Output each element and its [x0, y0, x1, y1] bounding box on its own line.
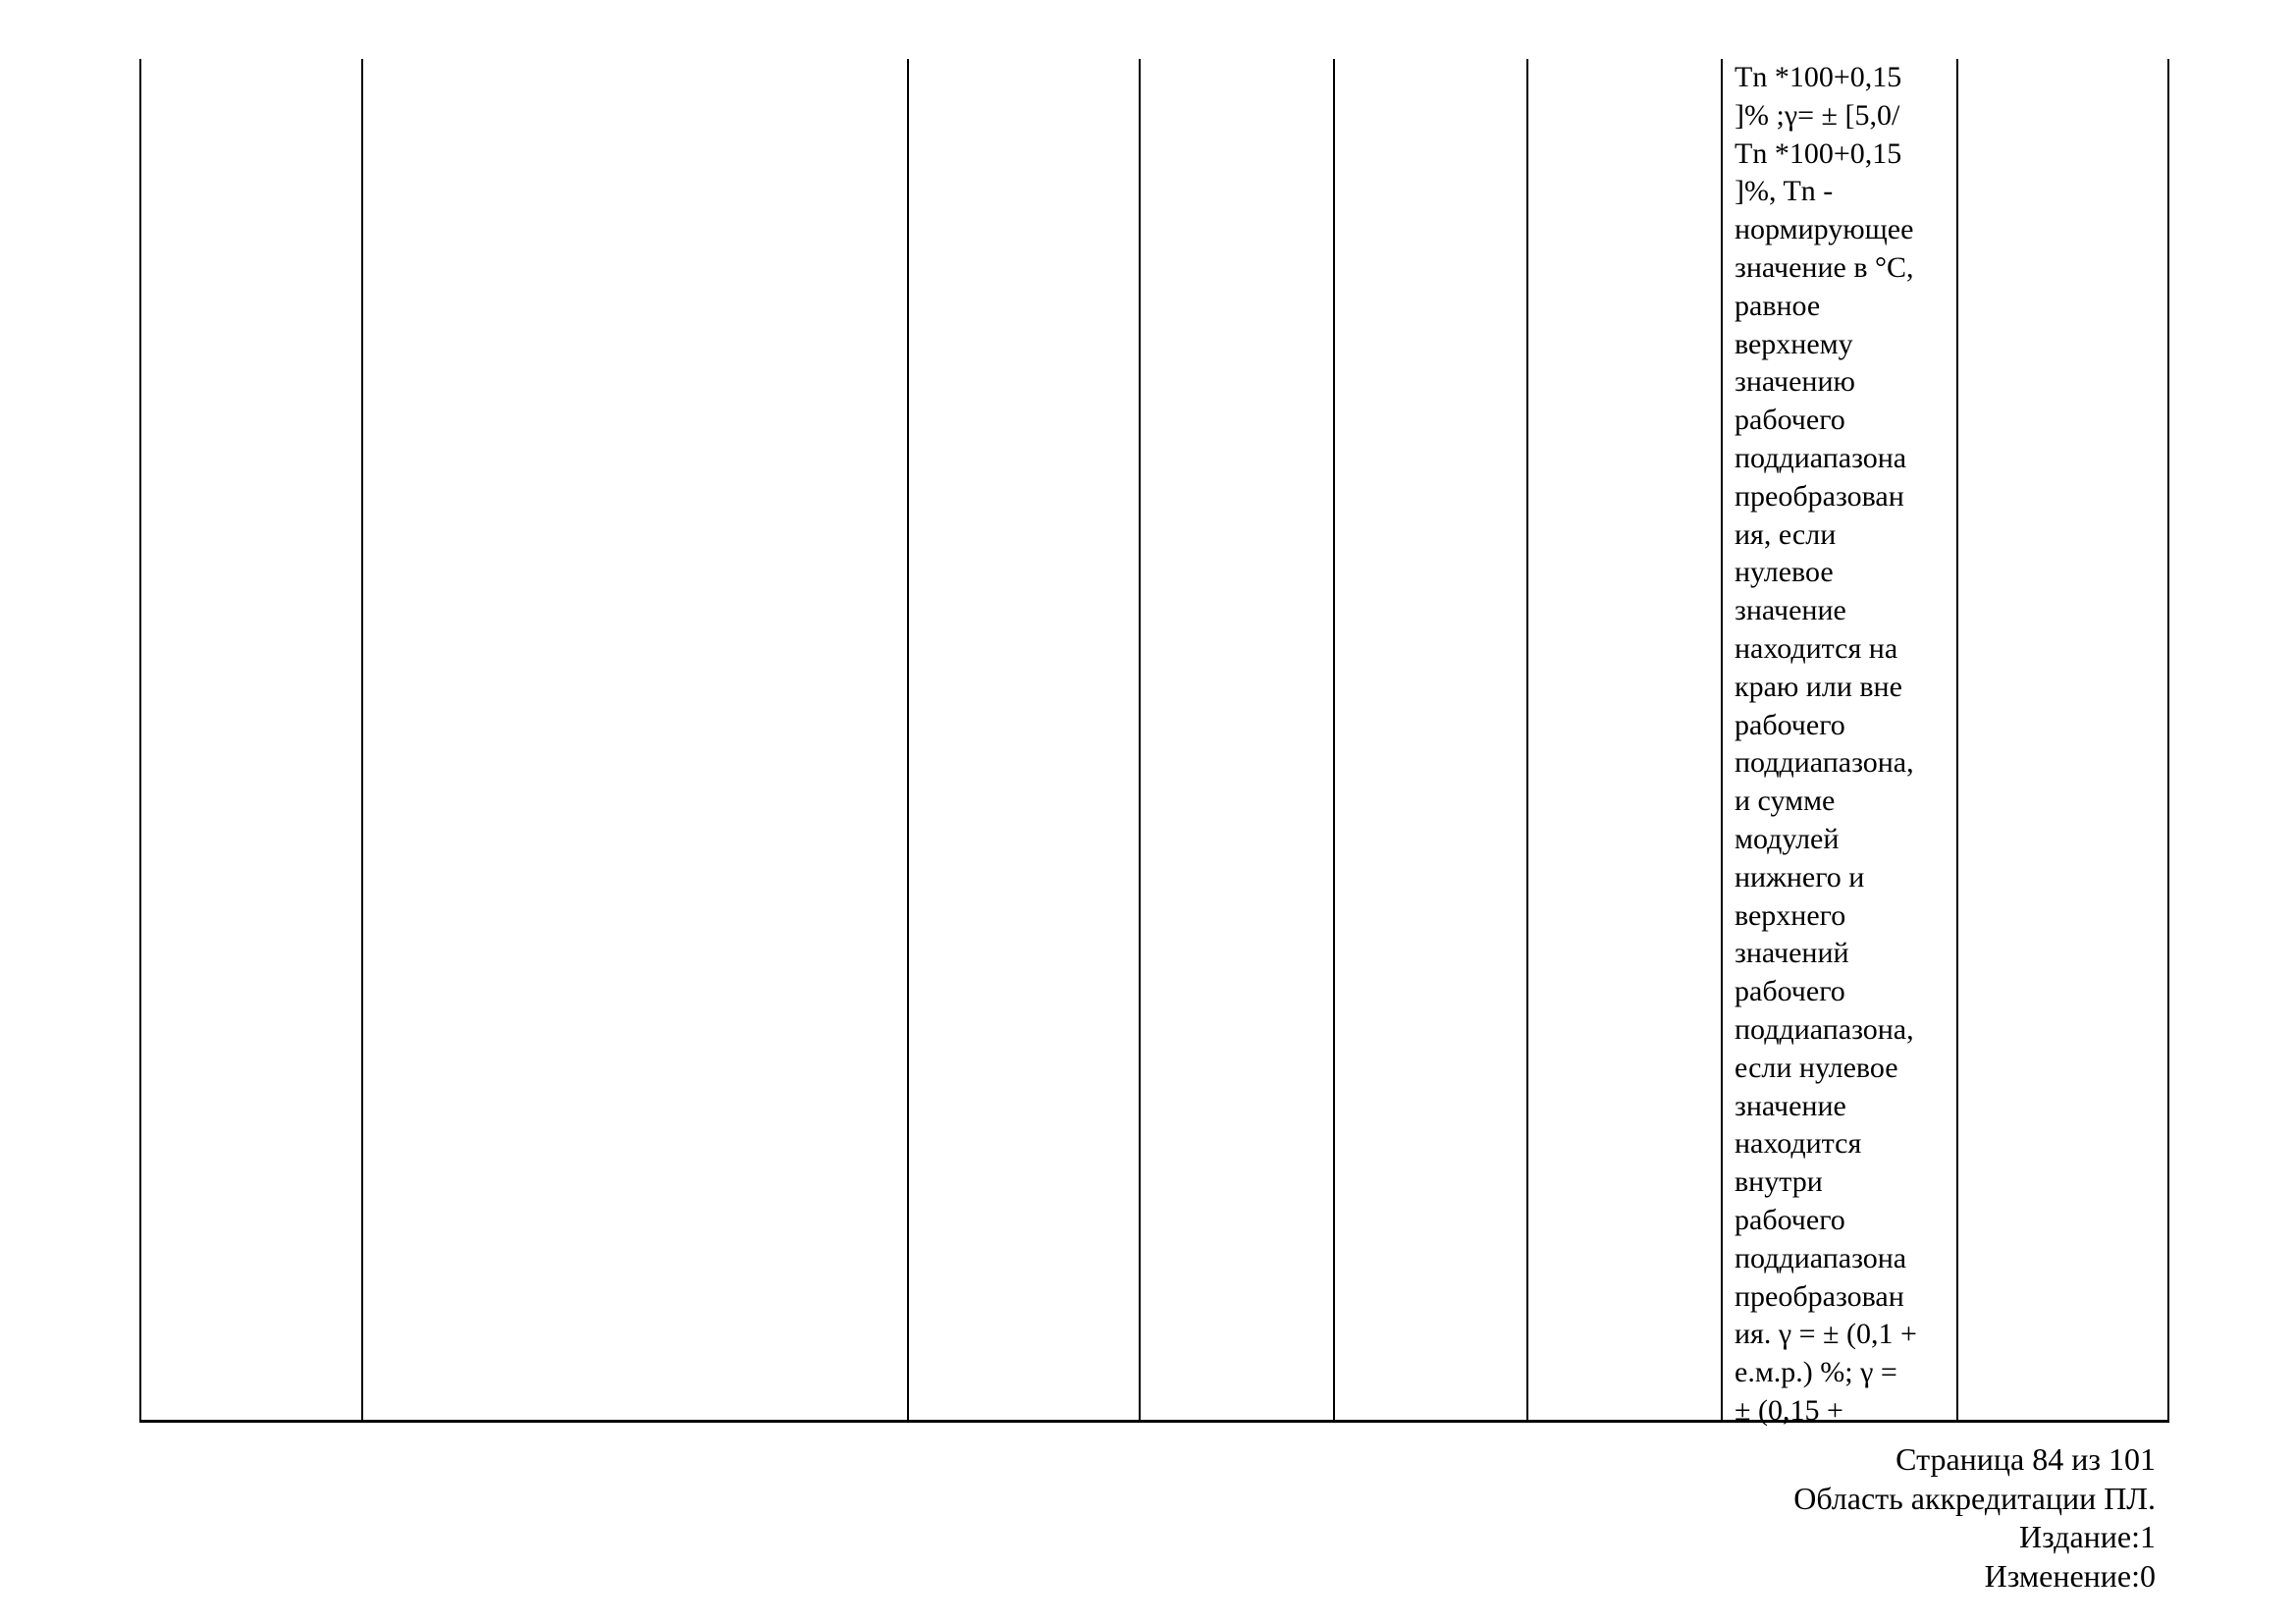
- accreditation-scope-label: Область аккредитации ПЛ.: [1793, 1480, 2156, 1516]
- cell-text-line: ]% ;γ= ± [5,0/: [1735, 98, 1900, 132]
- cell-text-line: верхнего: [1735, 898, 1846, 932]
- cell-text-line: поддиапазона: [1735, 441, 1907, 474]
- cell-text-line: значений: [1735, 937, 1849, 970]
- cell-text-line: преобразован: [1735, 1279, 1904, 1313]
- page-number: Страница 84 из 101: [1896, 1441, 2156, 1477]
- column-divider-5: [1526, 59, 1528, 1422]
- cell-text-line: нулевое: [1735, 556, 1834, 589]
- cell-text-line: значение: [1735, 594, 1846, 627]
- cell-text-line: значению: [1735, 365, 1855, 399]
- cell-text-line: краю или вне: [1735, 670, 1902, 703]
- column-divider-1: [361, 59, 363, 1422]
- column-divider-4: [1333, 59, 1335, 1422]
- cell-text-line: ия, если: [1735, 517, 1837, 551]
- cell-text-line: Tn *100+0,15: [1735, 136, 1902, 170]
- cell-text-line: нормирующее: [1735, 213, 1914, 246]
- cell-text-line: равное: [1735, 289, 1821, 322]
- cell-text-line: ]%, Tn -: [1735, 175, 1834, 208]
- column-divider-3: [1139, 59, 1141, 1422]
- cell-text-line: преобразован: [1735, 479, 1904, 513]
- edition-label: Издание:1: [2019, 1519, 2156, 1554]
- table-border-right: [2167, 59, 2169, 1422]
- cell-text-line: е.м.р.) %; γ =: [1735, 1356, 1897, 1389]
- cell-text-line: рабочего: [1735, 1203, 1845, 1236]
- cell-text-line: рабочего: [1735, 975, 1845, 1008]
- revision-label: Изменение:0: [1984, 1557, 2156, 1594]
- cell-text-line: находится на: [1735, 631, 1898, 665]
- table-cell-error-formula: [1735, 59, 1954, 1431]
- cell-text-line: рабочего: [1735, 404, 1845, 437]
- cell-text-line: нижнего и: [1735, 860, 1865, 893]
- cell-text-line: верхнему: [1735, 327, 1853, 360]
- cell-text-line: находится: [1735, 1127, 1862, 1161]
- cell-text-line: значение в °С,: [1735, 250, 1914, 284]
- cell-text-line: модулей: [1735, 822, 1840, 855]
- cell-text-line: значение: [1735, 1089, 1846, 1122]
- cell-text-line: поддиапазона,: [1735, 1012, 1914, 1046]
- cell-text-line: внутри: [1735, 1165, 1823, 1199]
- table-border-left: [139, 59, 141, 1422]
- column-divider-7: [1956, 59, 1958, 1422]
- cell-text-line: ия. γ = ± (0,1 +: [1735, 1318, 1917, 1351]
- cell-text-line: рабочего: [1735, 708, 1845, 741]
- cell-text-line: поддиапазона,: [1735, 746, 1914, 780]
- cell-text-line: Tn *100+0,15: [1735, 61, 1902, 93]
- cell-text-line: и сумме: [1735, 785, 1836, 818]
- column-divider-6: [1721, 59, 1723, 1422]
- cell-text-line: если нулевое: [1735, 1051, 1898, 1084]
- cell-text-line: поддиапазона: [1735, 1241, 1907, 1274]
- cell-text-line: ± (0,15 +: [1735, 1393, 1843, 1427]
- page-footer: [1567, 1440, 2156, 1596]
- column-divider-2: [907, 59, 909, 1422]
